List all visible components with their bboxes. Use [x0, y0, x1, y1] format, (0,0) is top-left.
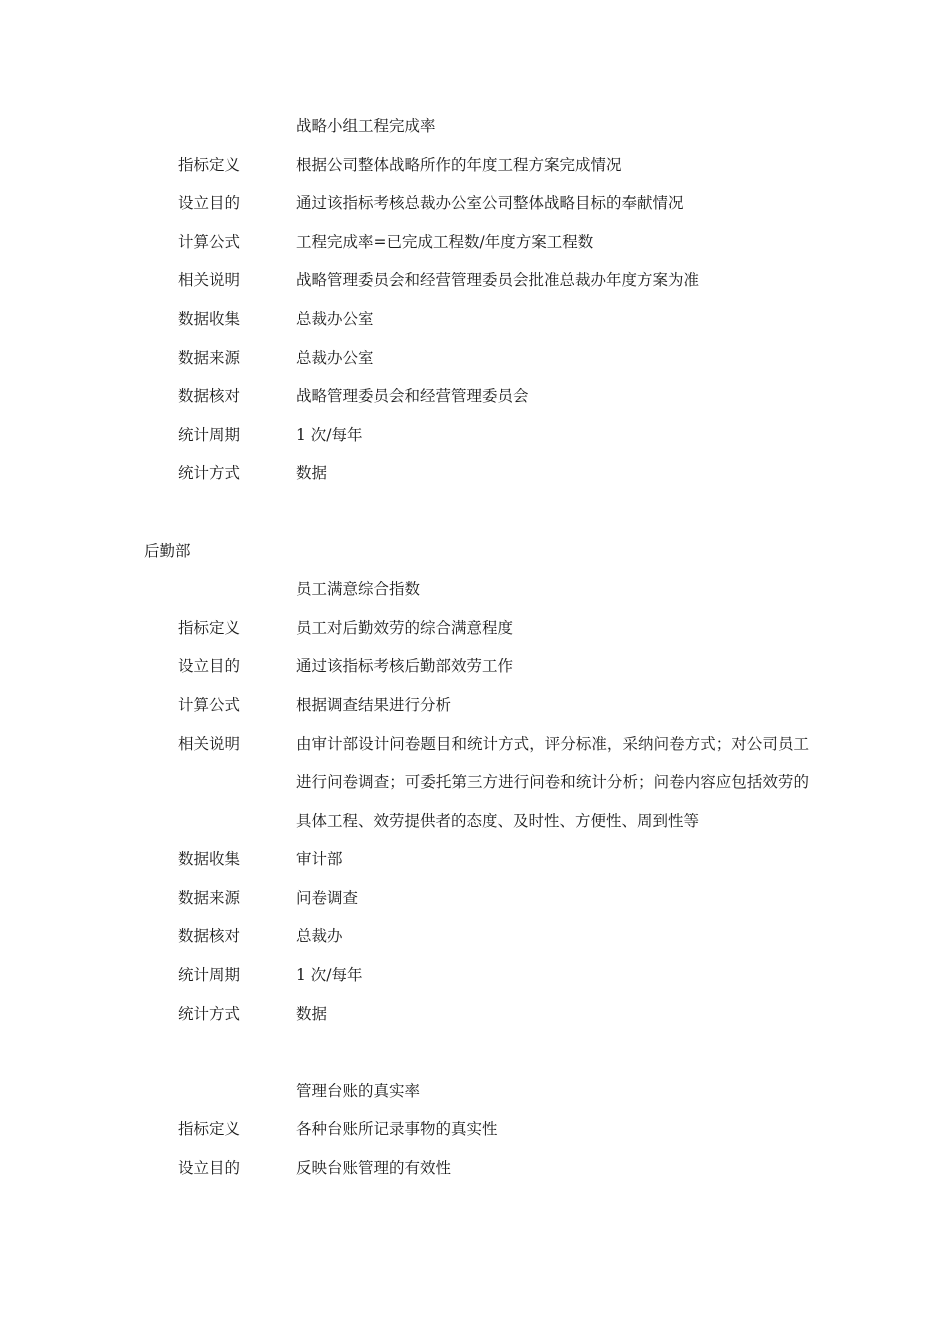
department-section-logistics [0, 532, 950, 1188]
row-purpose [0, 184, 950, 223]
row-method [0, 454, 950, 493]
row-label: 数据核对 [178, 387, 241, 406]
row-formula [0, 686, 950, 725]
row-label: 数据来源 [178, 888, 241, 907]
row-value: 由审计部设计问卷题目和统计方式，评分标准，采纳问卷方式；对公司员工进行问卷调查；可委托第三方进行问卷和统计分析；问卷内容应包括效劳的具体工程、效劳提供者的态度、及时性、方便性、周到性等 [296, 734, 809, 830]
row-value: 数据 [296, 1004, 328, 1023]
row-label: 统计周期 [178, 966, 241, 985]
row-value: 反映台账管理的有效性 [296, 1159, 452, 1178]
row-value: 问卷调查 [296, 888, 359, 907]
row-notes [0, 261, 950, 300]
row-data-source [0, 339, 950, 378]
row-formula [0, 223, 950, 262]
row-value: 1 次/每年 [296, 425, 363, 444]
row-label: 统计方式 [178, 464, 241, 483]
row-label: 统计方式 [178, 1004, 241, 1023]
row-period [0, 956, 950, 995]
row-value: 员工对后勤效劳的综合满意程度 [296, 618, 514, 637]
row-value: 总裁办公室 [296, 309, 374, 328]
row-notes [0, 725, 950, 841]
row-label: 计算公式 [178, 232, 241, 251]
row-label: 数据收集 [178, 850, 241, 869]
row-label: 设立目的 [178, 194, 241, 213]
row-data-collection [0, 840, 950, 879]
row-data-verification [0, 377, 950, 416]
indicator-block-strategy [0, 107, 950, 493]
row-label: 指标定义 [178, 618, 241, 637]
row-label: 计算公式 [178, 695, 241, 714]
row-definition [0, 146, 950, 185]
row-label: 指标定义 [178, 155, 241, 174]
row-purpose [0, 647, 950, 686]
row-label: 数据收集 [178, 309, 241, 328]
department-heading: 后勤部 [144, 541, 191, 560]
row-method [0, 995, 950, 1034]
row-value: 战略管理委员会和经营管理委员会批准总裁办年度方案为准 [296, 271, 700, 290]
row-data-collection [0, 300, 950, 339]
row-data-verification [0, 917, 950, 956]
row-value: 根据调查结果进行分析 [296, 695, 452, 714]
row-label: 数据核对 [178, 927, 241, 946]
row-label: 数据来源 [178, 348, 241, 367]
row-label: 相关说明 [178, 271, 241, 290]
row-data-source [0, 879, 950, 918]
row-value: 战略管理委员会和经营管理委员会 [296, 387, 529, 406]
row-value: 总裁办公室 [296, 348, 374, 367]
row-value: 总裁办 [296, 927, 343, 946]
row-value: 数据 [296, 464, 328, 483]
row-label: 统计周期 [178, 425, 241, 444]
row-value: 各种台账所记录事物的真实性 [296, 1120, 498, 1139]
row-value: 1 次/每年 [296, 966, 363, 985]
indicator-block-satisfaction [0, 570, 950, 1033]
row-value: 审计部 [296, 850, 343, 869]
row-definition [0, 609, 950, 648]
row-period [0, 416, 950, 455]
row-label: 设立目的 [178, 657, 241, 676]
indicator-block-ledger [0, 1072, 950, 1188]
row-label: 设立目的 [178, 1159, 241, 1178]
row-value: 通过该指标考核后勤部效劳工作 [296, 657, 514, 676]
row-purpose [0, 1149, 950, 1188]
indicator-title: 员工满意综合指数 [296, 580, 421, 599]
row-value: 工程完成率=已完成工程数/年度方案工程数 [296, 232, 594, 251]
row-value: 根据公司整体战略所作的年度工程方案完成情况 [296, 155, 622, 174]
row-label: 指标定义 [178, 1120, 241, 1139]
row-definition [0, 1110, 950, 1149]
indicator-title: 管理台账的真实率 [296, 1081, 421, 1100]
indicator-title: 战略小组工程完成率 [296, 117, 436, 135]
row-label: 相关说明 [178, 734, 241, 753]
row-value: 通过该指标考核总裁办公室公司整体战略目标的奉献情况 [296, 194, 684, 213]
